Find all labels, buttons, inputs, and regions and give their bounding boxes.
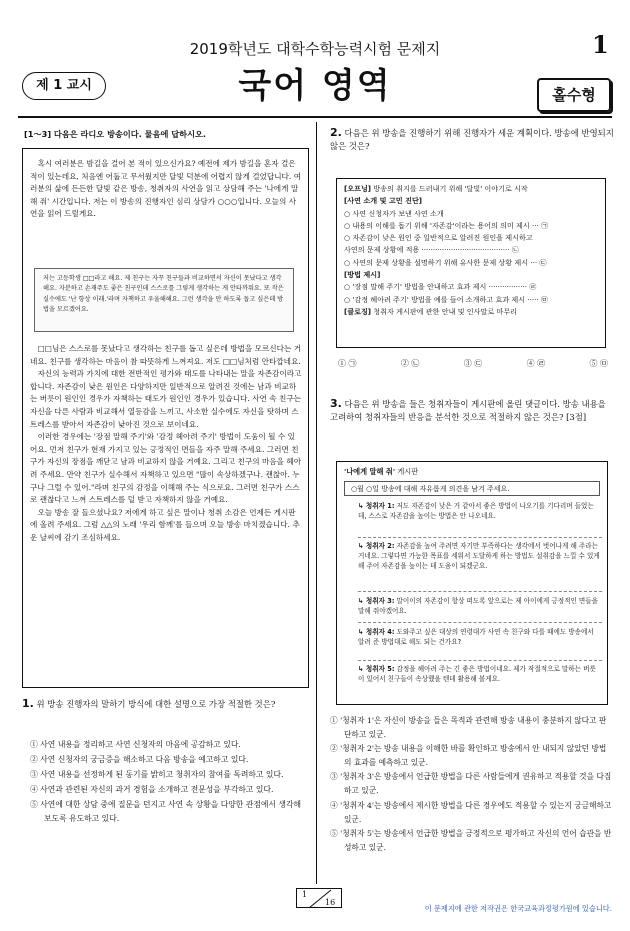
reply-author: ↳ 청취자 2:: [358, 542, 395, 550]
plan-line: [344, 281, 598, 293]
board-reply: [358, 596, 602, 616]
board-reply: [358, 541, 602, 572]
plan-text: 사연의 문제 상황에 적용 ······································· ㉡: [344, 245, 519, 255]
question-stem: 다음은 위 방송을 들은 청취자들이 게시판에 올린 댓글이다. 방송 내용을 고려하여 청취자들의 반응을 분석한 것으로 적절하지 않은 것은? [3점]: [330, 399, 606, 422]
answer-option[interactable]: ③ 사연 내용을 선정하게 된 동기를 밝히고 청취자의 참여를 독려하고 있다.: [30, 770, 284, 780]
answer-option[interactable]: ⑤ ㉤: [589, 359, 608, 368]
question-number: 2.: [330, 126, 342, 139]
plan-line: [344, 257, 598, 269]
answer-option[interactable]: ③ ㉢: [463, 359, 483, 368]
reply-author: ↳ 청취자 5:: [358, 665, 395, 673]
board-reply: [358, 627, 602, 647]
answer-option[interactable]: ① ㉠: [338, 359, 357, 368]
answer-option[interactable]: ③ '청취자 3'은 방송에서 언급한 방법을 다른 사람들에게 권유하고 적용할 것을 다짐하고 있군.: [330, 772, 612, 796]
plan-line: [344, 269, 598, 281]
passage-paragraph: 자신의 능력과 가치에 대한 전반적인 평가와 태도를 나타내는 말을 자존감이라고 합니다. 자존감이 낮은 원인은 다양하지만 일반적으로 알려진 것에는 남과 비교하는 버릇이 원인인 경우가 자책하는 태도가 원인인 경우가 있습니다. 사연 속 친구는 자신을 다른 사람과 비교해서 열등감을 느끼고, 사소한 실수에도 자신을 탓하며 스트레스를 받아서 자존감이 낮아진 것으로 보이네요.: [30, 369, 302, 429]
plan-text: ○ 내용의 이해를 돕기 위해 '자존감'이라는 용어의 의미 제시 ··· ㉠: [344, 220, 549, 230]
reply-divider: [358, 537, 602, 538]
reply-author: ↳ 청취자 4:: [358, 628, 395, 636]
plan-tag: [사연 소개 및 고민 진단]: [344, 196, 423, 206]
plan-text: 청취자 게시판에 관한 안내 및 인사말로 마무리: [371, 306, 518, 316]
header-divider: [18, 116, 612, 118]
passage-paragraph: 오늘 방송 잘 들으셨나요? 저에게 하고 싶은 말이나 청취 소감은 언제든 게시판에 올려 주세요. 그럼 △△의 노래 '우리 함께'를 들으며 오늘 방송 마치겠습니다. 추운 날씨에 감기 조심하세요.: [30, 507, 300, 542]
question-3-options: [330, 714, 612, 855]
answer-option[interactable]: ④ '청취자 4'는 방송에서 제시한 방법을 다른 경우에도 적용할 수 있는지 궁금해하고 있군.: [330, 800, 612, 824]
board-title: [344, 467, 418, 477]
plan-tag: [방법 제시]: [344, 270, 381, 280]
reply-text: 말이이의 자존감이 항상 떠도록 앞으로는 제 아이에게 긍정적인 면들을 말해 줘야겠어요.: [358, 597, 599, 616]
session-badge: 제 1 교시: [22, 72, 106, 100]
copyright-notice: 이 문제지에 관한 저작권은 한국교육과정평가원에 있습니다.: [424, 904, 612, 913]
board-reply: [358, 664, 602, 684]
page-total: 16: [325, 898, 336, 907]
plan-line: [344, 220, 598, 232]
answer-option[interactable]: ① 사연 내용을 정리하고 사연 신청자의 마음에 공감하고 있다.: [30, 740, 241, 749]
plan-text: 방송의 취지를 드러내기 위해 '달빛' 이야기로 시작: [371, 184, 528, 193]
broadcast-plan-box: [336, 178, 606, 348]
plan-text: ○ '감정 헤아려 주기' 방법을 예를 들어 소개하고 효과 제시 ····· ㉤: [344, 294, 549, 304]
plan-line: [344, 195, 598, 207]
answer-option[interactable]: ② ㉡: [400, 359, 420, 368]
reply-divider: [358, 660, 602, 661]
plan-line: [344, 244, 598, 256]
passage-intro: [30, 158, 302, 221]
question-2: [330, 126, 615, 153]
question-instruction: [1～3] 다음은 라디오 방송이다. 물음에 답하시오.: [24, 129, 206, 139]
plan-line: [344, 306, 598, 318]
reply-author: ↳ 청취자 1:: [358, 502, 395, 510]
plan-tag: [오프닝]: [344, 184, 372, 193]
reply-divider: [358, 591, 602, 592]
plan-text: ○ 사연 신청자가 보낸 사연 소개: [344, 208, 444, 218]
question-number: 1.: [22, 697, 34, 710]
question-2-choices: [338, 358, 608, 369]
answer-option[interactable]: ① '청취자 1'은 자신이 방송을 들은 목적과 관련해 방송 내용이 충분하지 않다고 판단하고 있군.: [330, 716, 607, 740]
plan-tag: [클로징]: [344, 306, 372, 316]
reply-divider: [358, 622, 602, 623]
passage-body: [30, 343, 302, 545]
page-current: 1: [302, 890, 308, 899]
question-stem: 위 방송 진행자의 말하기 방식에 대한 설명으로 가장 적절한 것은?: [36, 699, 276, 709]
exam-title: 2019학년도 대학수학능력시험 문제지: [189, 40, 441, 58]
board-suffix: 게시판: [395, 467, 419, 476]
column-divider: [316, 122, 317, 884]
reply-author: ↳ 청취자 3:: [358, 597, 395, 605]
question-number: 3.: [330, 397, 342, 410]
answer-option[interactable]: ⑤ 사연에 대한 상담 중에 질문을 던지고 사연 속 상황을 다양한 관점에서 생각해 보도록 유도하고 있다.: [30, 800, 302, 824]
answer-option[interactable]: ④ ㉣: [526, 359, 546, 368]
board-post: ○월 ○일 방송에 대해 자유롭게 의견을 남겨 주세요.: [344, 481, 600, 496]
plan-line: [344, 208, 598, 220]
passage-paragraph: 이러한 경우에는 '장점 말해 주기'와 '감정 헤아려 주기' 방법이 도움이 될 수 있어요. 먼저 친구가 현재 가지고 있는 긍정적인 면들을 자주 말해 주세요. 그러면 친구가 자신의 장점을 깨닫고 남과 비교하지 않을 거예요. 그리고 친구의 마음을 헤아려 주세요. 만약 친구가 실수해서 자책하고 있으면 "많이 속상하겠구나. 괜찮아. 누구나 그럴 수 있어."라며 친구의 감정을 이해해 주는 식으로요. 그러면 친구가 스스로 괜찮다고 느껴 스트레스를 덜 받고 자책하지 않을 거예요.: [30, 432, 302, 505]
passage-paragraph: 혹시 여러분은 밤길을 걸어 본 적이 있으신가요? 예전에 제가 밤길을 혼자 걸은 적이 있는데요, 처음엔 어둡고 무서웠지만 달빛 덕분에 어렵지 않게 걸었답니다. 여러분의 삶에 든든한 달빛 같은 방송, 청취자의 사연을 읽고 상담해 주는 '나에게 말해 줘' 시간입니다. 저는 이 방송의 진행자인 심리 상담가 ○○○입니다. 오늘의 사연을 읽어 드릴게요.: [30, 159, 302, 219]
board-reply: [358, 501, 602, 521]
answer-option[interactable]: ② 사연 신청자의 궁금증을 해소하고 다음 방송을 예고하고 있다.: [30, 755, 249, 765]
reply-text: 감정을 헤아려 주는 긴 좋은 방법이네요. 제가 작절적으로 말하는 버릇이 있어서 친구들이 속상했을 텐데 활용해 볼게요.: [358, 665, 596, 684]
answer-option[interactable]: ② '청취자 2'는 방송 내용을 이해한 바를 확인하고 방송에서 안 내되지 않았던 방법의 효과를 예측하고 있군.: [330, 744, 607, 768]
reply-text: 도와주고 싶은 대상의 연령대가 사연 속 친구와 다를 때에도 방송에서 알려 준 방법대로 해도 되는 건가요?: [358, 628, 594, 647]
reply-text: 저도 자존감이 낮은 거 같아서 좋은 방법이 나오기를 기다리며 들었는데, 스스로 자존감을 높이는 방법은 안 나오네요.: [358, 502, 594, 521]
answer-option[interactable]: ④ 사연과 관련된 자신의 과거 경험을 소개하고 전문성을 부각하고 있다.: [30, 785, 274, 795]
plan-text: ○ 자존감이 낮은 원인 중 일반적으로 알려진 원인을 제시하고: [344, 233, 533, 243]
plan-text: ○ 사연의 문제 상황을 설명하기 위해 유사한 문제 상황 제시 ··· ㉢: [344, 257, 547, 267]
listener-letter-box: 저는 고등학생 □□라고 해요. 제 친구는 자꾸 친구들과 비교하면서 자신이 못났다고 생각해요. 자분하고 손재주도 좋은 친구인데 스스로를 그렇게 생각하는 게 안타까워요. 또 작은 실수에도 '난 항상 이래.'라며 자책하고 우울해해요. 그런 생각을 안 하도록 돕고 싶은데 방법을 모르겠어요.: [34, 268, 294, 332]
answer-option[interactable]: ⑤ '청취자 5'는 방송에서 언급한 방법을 긍정적으로 평가하고 자신의 언어 습관을 반성하고 있군.: [330, 828, 612, 852]
plan-line: [344, 232, 598, 244]
page-indicator: [296, 888, 342, 908]
question-stem: 다음은 위 방송을 진행하기 위해 진행자가 세운 계획이다. 방송에 반영되지 않은 것은?: [330, 128, 614, 151]
passage-paragraph: □□님은 스스로를 못났다고 생각하는 친구를 돕고 싶은데 방법을 모르신다는 거네요. 친구를 생각하는 마음이 참 따뜻하게 느껴져요. 저도 □□님처럼 안타깝네요.: [30, 344, 302, 366]
plan-text: ○ '장점 말해 주기' 방법을 안내하고 효과 제시 ················· ㉣: [344, 282, 537, 292]
subject-title: 국어 영역: [238, 66, 392, 106]
question-1-options: [30, 738, 308, 828]
plan-line: [344, 294, 598, 306]
exam-type-badge: 홀수형: [537, 78, 611, 112]
page-number: 1: [592, 30, 609, 59]
plan-line: [344, 183, 598, 195]
reply-text: 자존감을 높여 주려면 자기만 부족하다는 생각에서 벗어나게 해 주라는 거네요. 그렇다면 가능한 목표를 세워서 도달하게 하는 방법도 설취감을 느낄 수 있게 해 주어 자존감을 높이는 데 도움이 되겠군요.: [358, 542, 600, 571]
question-3: [330, 397, 615, 424]
board-name: '나에게 말해 줘': [344, 467, 396, 476]
question-1: [22, 697, 310, 711]
